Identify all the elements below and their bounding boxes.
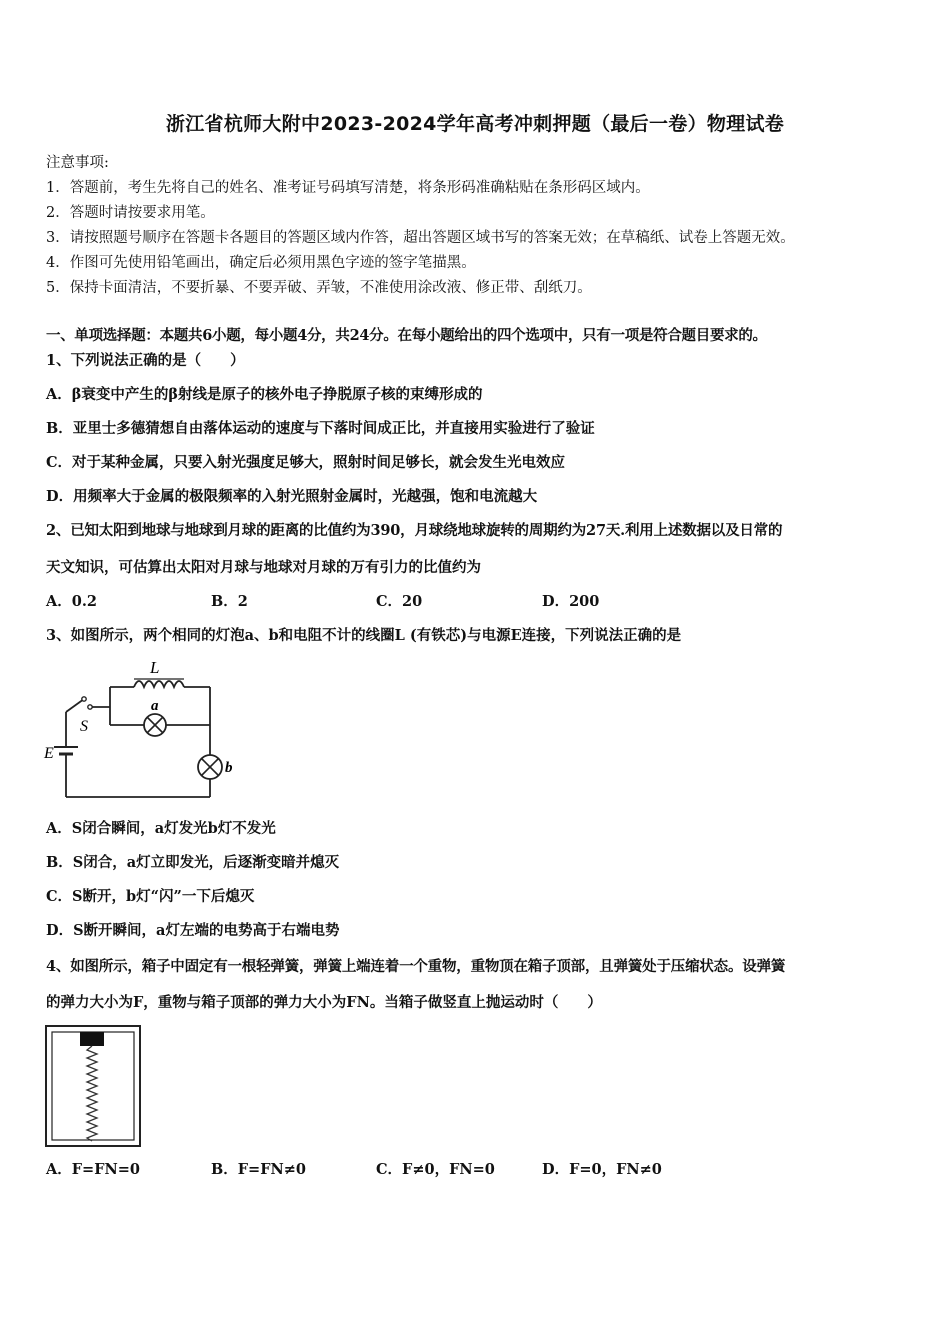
question-1-stem: 1、下列说法正确的是（ ）	[46, 352, 245, 369]
question-2-options	[46, 592, 746, 612]
question-2-option-d: D．200	[542, 593, 600, 610]
page-title: 浙江省杭师大附中2023-2024学年高考冲刺押题（最后一卷）物理试卷	[165, 113, 785, 135]
notice-item: 3．请按照题号顺序在答题卡各题目的答题区域内作答，超出答题区域书写的答案无效；在草稿纸、试卷上答题无效。	[46, 230, 795, 246]
box-spring-diagram	[44, 1024, 144, 1150]
question-2-option-c: C．20	[376, 593, 423, 610]
question-3-option-c: C．S断开，b灯“闪”一下后熄灭	[46, 888, 255, 905]
question-2-stem-cont: 天文知识，可估算出太阳对月球与地球对月球的万有引力的比值约为	[46, 559, 481, 576]
question-4-option-a: A．F=FN=0	[46, 1161, 140, 1178]
question-2-option-a: A．0.2	[46, 593, 97, 610]
circuit-diagram	[40, 655, 250, 805]
notice-item: 2．答题时请按要求用笔。	[46, 205, 215, 221]
source-label: E	[44, 745, 54, 762]
section-heading: 一、单项选择题：本题共6小题，每小题4分，共24分。在每小题给出的四个选项中，只有一项是符合题目要求的。	[46, 327, 767, 344]
question-3-option-d: D．S断开瞬间，a灯左端的电势高于右端电势	[46, 922, 340, 939]
lamp-a-label: a	[151, 698, 159, 714]
question-4-stem-cont: 的弹力大小为F，重物与箱子顶部的弹力大小为FN。当箱子做竖直上抛运动时（ ）	[46, 994, 602, 1011]
question-4-options	[46, 1160, 746, 1180]
notice-item: 5．保持卡面清洁，不要折暴、不要弄破、弄皱，不准使用涂改液、修正带、刮纸刀。	[46, 280, 592, 296]
question-4-stem: 4、如图所示，箱子中固定有一根轻弹簧，弹簧上端连着一个重物，重物顶在箱子顶部，且弹簧处于压缩状态。设弹簧	[46, 958, 786, 975]
switch-label: S	[80, 718, 88, 735]
question-1-option-c: C．对于某种金属，只要入射光强度足够大，照射时间足够长，就会发生光电效应	[46, 454, 566, 471]
question-4-option-b: B．F=FN≠0	[211, 1161, 306, 1178]
question-3-option-b: B．S闭合，a灯立即发光，后逐渐变暗并熄灭	[46, 854, 340, 871]
lamp-b-label: b	[225, 760, 233, 776]
question-2-stem: 2、已知太阳到地球与地球到月球的距离的比值约为390，月球绕地球旋转的周期约为27天.利用上述数据以及日常的	[46, 522, 783, 539]
question-3-option-a: A．S闭合瞬间，a灯发光b灯不发光	[46, 820, 276, 837]
coil-label: L	[150, 658, 160, 677]
notice-heading: 注意事项:	[46, 155, 109, 171]
question-2-option-b: B．2	[211, 593, 248, 610]
question-1-option-b: B．亚里士多德猜想自由落体运动的速度与下落时间成正比，并直接用实验进行了验证	[46, 420, 595, 437]
question-3-stem: 3、如图所示，两个相同的灯泡a、b和电阻不计的线圈L (有铁芯)与电源E连接，下列说法正确的是	[46, 627, 682, 644]
question-1-option-a: A．β衰变中产生的β射线是原子的核外电子挣脱原子核的束缚形成的	[46, 386, 483, 403]
question-4-option-c: C．F≠0，FN=0	[376, 1161, 495, 1178]
question-4-option-d: D．F=0，FN≠0	[542, 1161, 662, 1178]
question-1-option-d: D．用频率大于金属的极限频率的入射光照射金属时，光越强，饱和电流越大	[46, 488, 538, 505]
notice-item: 4．作图可先使用铅笔画出，确定后必须用黑色字迹的签字笔描黑。	[46, 255, 476, 271]
notice-item: 1．答题前，考生先将自己的姓名、准考证号码填写清楚，将条形码准确粘贴在条形码区域内。	[46, 180, 650, 196]
